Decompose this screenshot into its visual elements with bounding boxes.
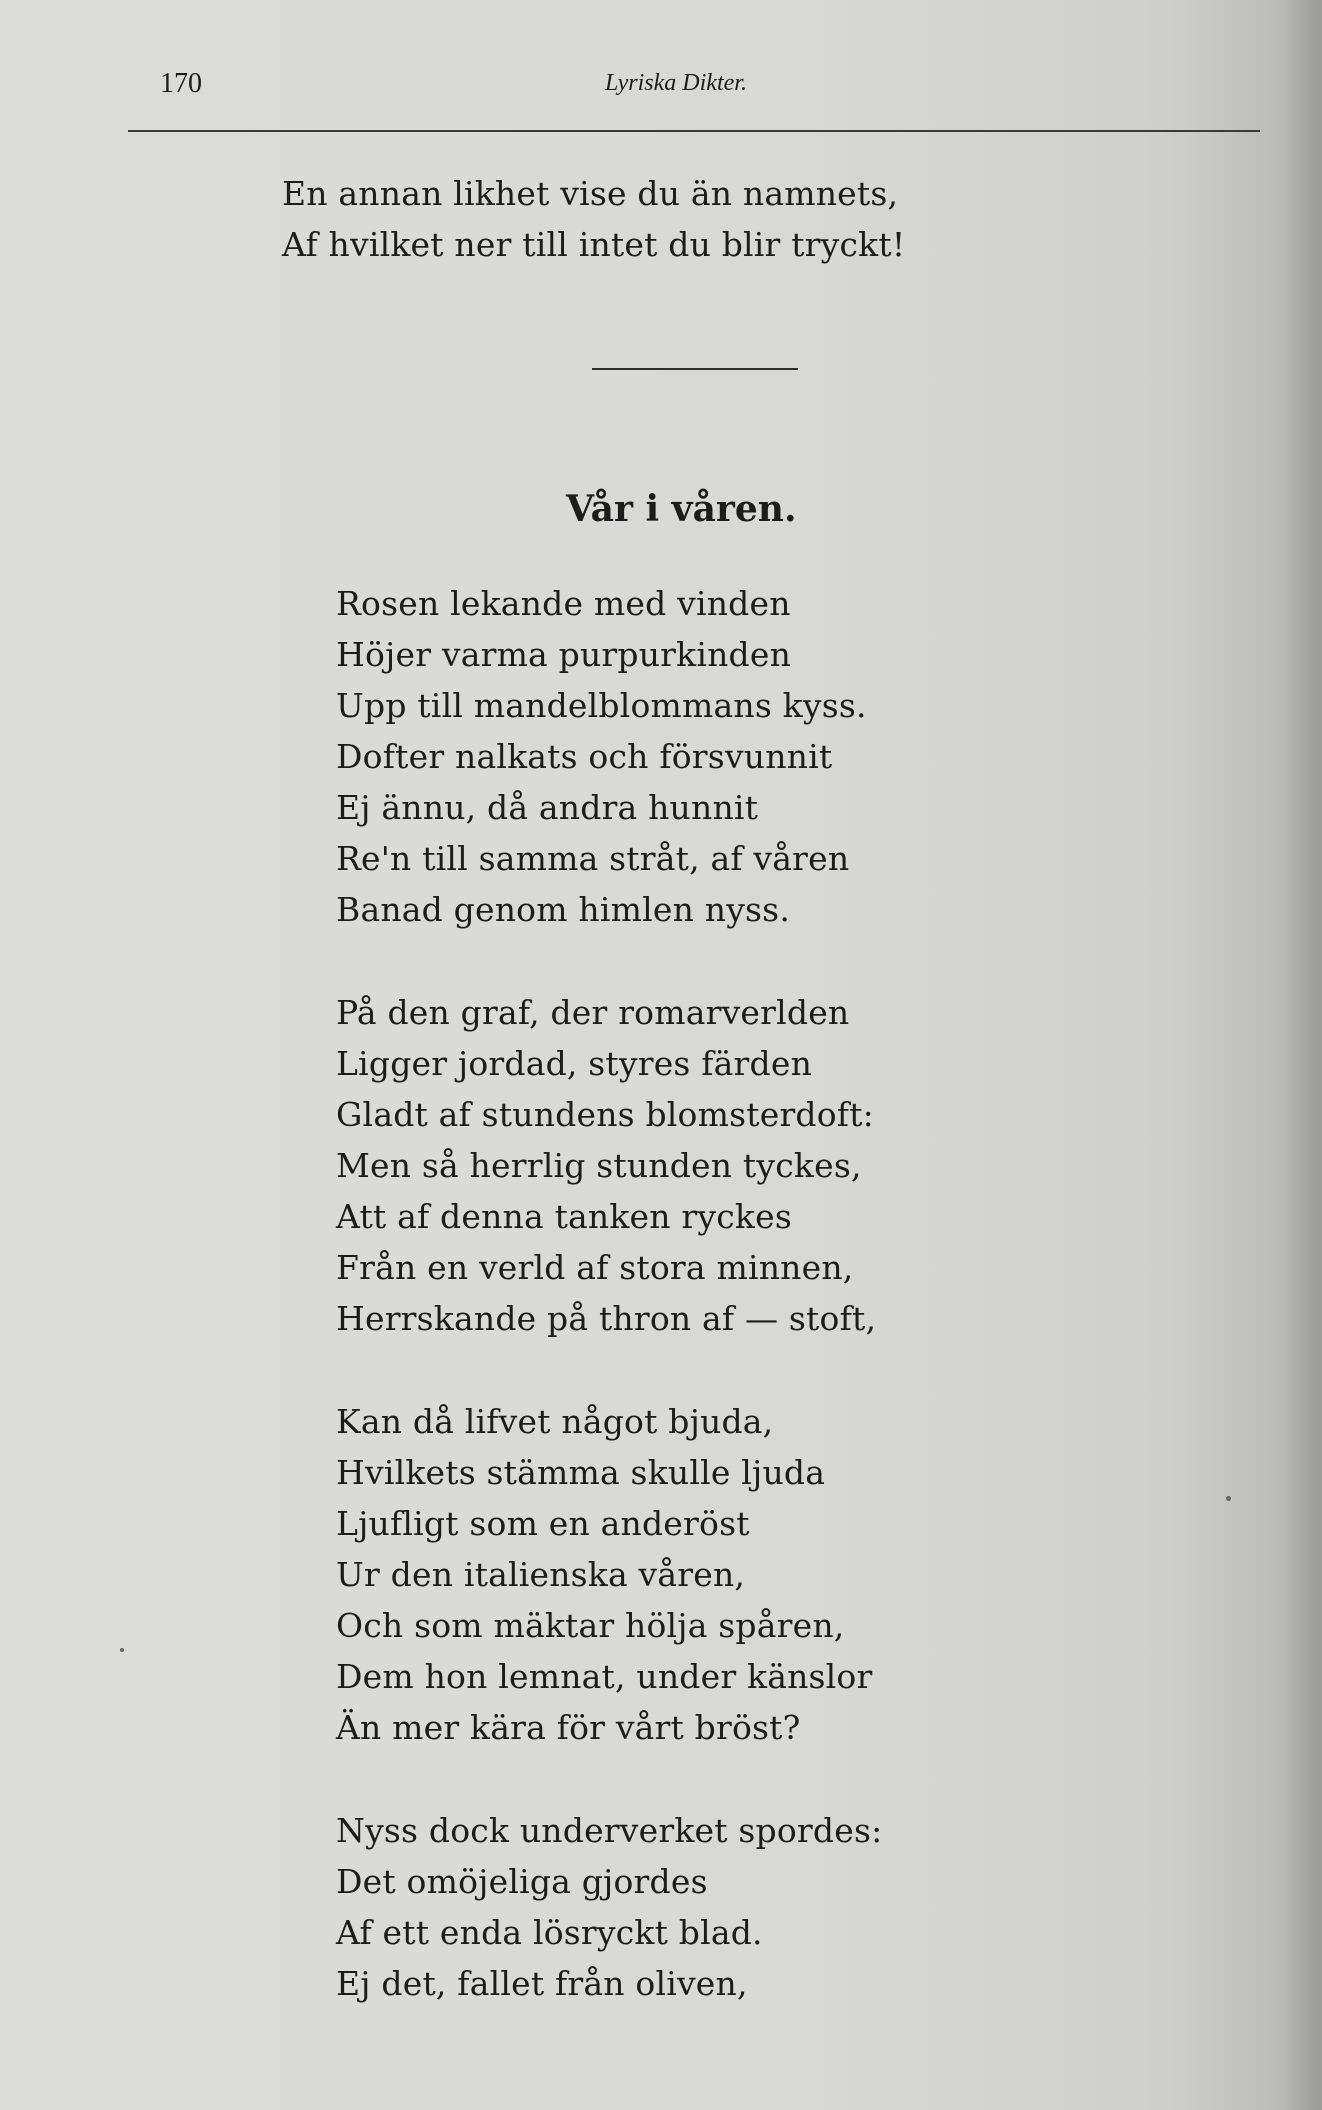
verse-line: Höjer varma purpurkinden [336,635,792,674]
verse-line: Af hvilket ner till intet du blir tryckt! [282,225,906,264]
verse-line: Rosen lekande med vinden [336,584,791,623]
verse-line: Af ett enda lösryckt blad. [336,1913,763,1952]
print-speck [1226,1496,1231,1501]
verse-line: Banad genom himlen nyss. [336,890,791,929]
verse-line: Och som mäktar hölja spåren, [336,1606,845,1645]
verse-line: Upp till mandelblommans kyss. [336,686,867,725]
verse-line: Nyss dock underverket spordes: [336,1811,883,1850]
verse-line: Men så herrlig stunden tyckes, [336,1146,862,1185]
print-speck [120,1648,124,1652]
verse-line: På den graf, der romarverlden [336,993,850,1032]
section-divider [592,368,798,370]
verse-line: Än mer kära för vårt bröst? [336,1708,801,1747]
verse-line: Ej det, fallet från oliven, [336,1964,748,2003]
verse-line: En annan likhet vise du än namnets, [282,174,899,213]
verse-line: Hvilkets stämma skulle ljuda [336,1453,826,1492]
verse-line: Dofter nalkats och försvunnit [336,737,833,776]
page-edge-shadow [1286,0,1322,2110]
verse-line: Ljufligt som en anderöst [336,1504,750,1543]
verse-line: Det omöjeliga gjordes [336,1862,708,1901]
verse-line: Gladt af stundens blomsterdoft: [336,1095,875,1134]
page-number: 170 [160,68,202,99]
verse-line: Ur den italienska våren, [336,1555,746,1594]
verse-line: Re'n till samma stråt, af våren [336,839,850,878]
poem-title: Vår i våren. [566,488,797,530]
running-title: Lyriska Dikter. [605,70,747,96]
page-header [160,62,1260,102]
verse-line: Kan då lifvet något bjuda, [336,1402,774,1441]
verse-line: Ligger jordad, styres färden [336,1044,813,1083]
header-rule [128,130,1260,132]
verse-line: Att af denna tanken ryckes [336,1197,792,1236]
verse-line: Herrskande på thron af — stoft, [336,1299,877,1338]
verse-line: Ej ännu, då andra hunnit [336,788,759,827]
verse-line: Från en verld af stora minnen, [336,1248,854,1287]
verse-line: Dem hon lemnat, under känslor [336,1657,873,1696]
